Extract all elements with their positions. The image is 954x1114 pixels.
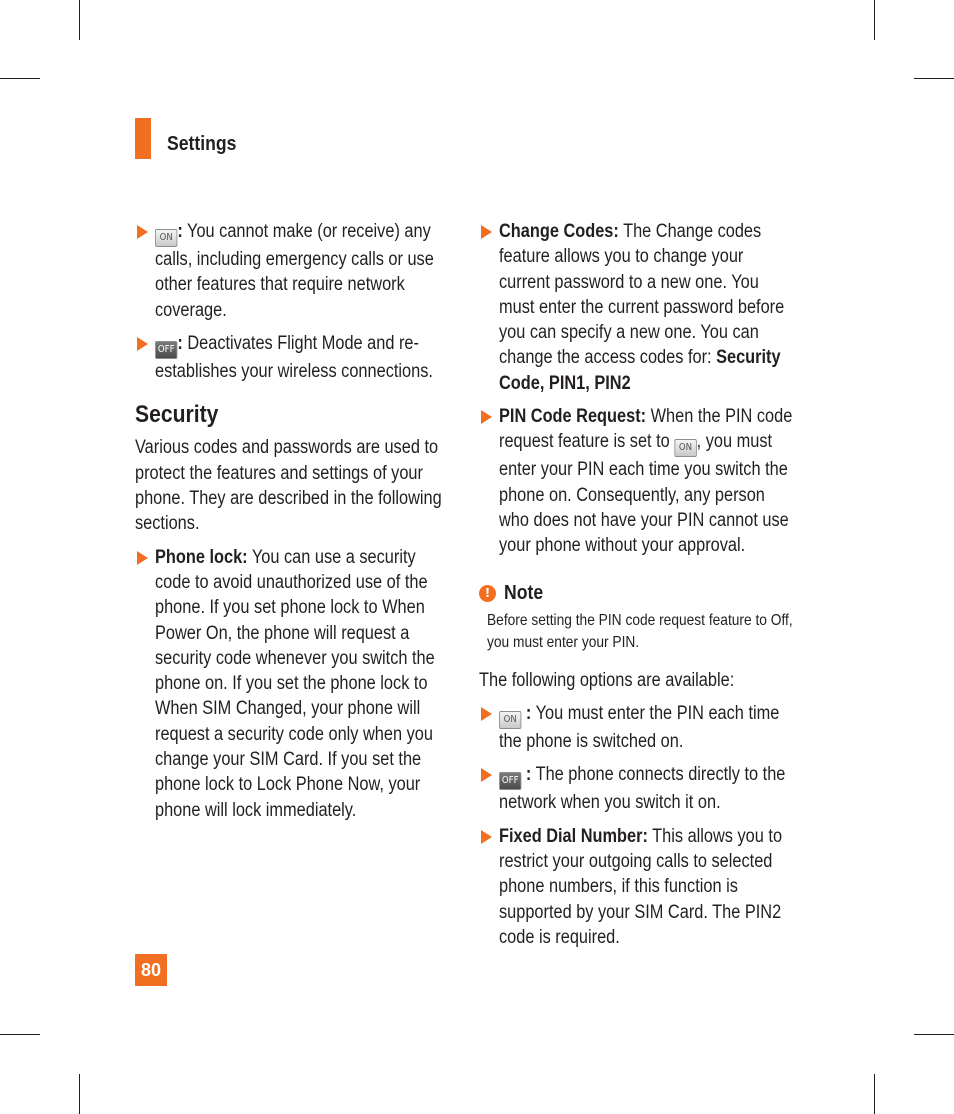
flight-on-description: You cannot make (or receive) any calls, including emergency calls or use other features that require network coverage.	[155, 221, 434, 321]
separator: :	[521, 703, 532, 725]
note-title: Note	[504, 581, 544, 604]
bullet-flight-off	[135, 331, 447, 384]
pin-request-label: PIN Code Request:	[499, 406, 647, 428]
section-title: Settings	[167, 133, 237, 155]
toggle-on-icon: ON	[674, 439, 696, 457]
separator: :	[521, 764, 532, 786]
fixed-dial-label: Fixed Dial Number:	[499, 825, 648, 847]
phone-lock-description: You can use a security code to avoid unauthorized use of the phone. If you set phone lock to When Power On, the phone will request a security code whenever you switch the phone on. If you set the phone lock to When SIM Changed, your phone will request a security code only when you change your SIM Card. If you set the phone lock to Lock Phone Now, your phone will lock immediately.	[155, 546, 435, 821]
options-intro	[479, 668, 799, 693]
bullet-pin-off	[479, 762, 799, 815]
phone-lock-label: Phone lock:	[155, 546, 248, 568]
pin-request-text-1: When the PIN code request feature is set to	[499, 406, 793, 453]
bullet-phone-lock	[135, 545, 447, 823]
toggle-off-icon: OFF	[499, 772, 521, 790]
left-column	[135, 219, 447, 831]
crop-mark	[79, 1074, 80, 1114]
flight-off-description: Deactivates Flight Mode and re-establishes your wireless connections.	[155, 332, 433, 382]
note-body	[487, 610, 799, 654]
note-exclamation-icon: !	[479, 585, 496, 602]
crop-mark	[0, 78, 40, 79]
separator: :	[177, 221, 183, 242]
bullet-text	[499, 762, 798, 815]
bullet-text	[499, 824, 798, 950]
note-text: Before setting the PIN code request feature to Off, you must enter your PIN.	[487, 611, 793, 651]
change-codes-label: Change Codes:	[499, 221, 619, 242]
bullet-text	[155, 219, 446, 323]
bullet-arrow-icon	[137, 551, 148, 565]
security-intro-text: Various codes and passwords are used to protect the features and settings of your phone. They are described in the following sections.	[135, 437, 442, 535]
security-heading: Security	[135, 401, 219, 429]
toggle-on-icon: ON	[155, 229, 177, 247]
bullet-text	[499, 701, 798, 754]
toggle-on-icon: ON	[499, 711, 521, 729]
bullet-change-codes	[479, 219, 799, 396]
bullet-arrow-icon	[481, 707, 492, 721]
bullet-fixed-dial	[479, 824, 799, 950]
crop-mark	[874, 0, 875, 40]
crop-mark	[874, 1074, 875, 1114]
bullet-arrow-icon	[481, 225, 492, 239]
bullet-arrow-icon	[481, 768, 492, 782]
bullet-flight-on	[135, 219, 447, 323]
bullet-pin-request	[479, 404, 799, 558]
bullet-arrow-icon	[481, 410, 492, 424]
section-accent-bar	[135, 118, 151, 159]
crop-mark	[914, 78, 954, 79]
separator: :	[177, 332, 183, 354]
bullet-text	[499, 404, 798, 558]
bullet-pin-on	[479, 701, 799, 754]
bullet-arrow-icon	[481, 830, 492, 844]
right-column	[479, 219, 799, 958]
security-intro	[135, 435, 447, 536]
crop-mark	[79, 0, 80, 40]
bullet-text	[155, 331, 446, 384]
fixed-dial-description: This allows you to restrict your outgoing calls to selected phone numbers, if this function is supported by your SIM Card. The PIN2 code is required.	[499, 825, 783, 948]
bullet-text	[155, 545, 446, 823]
pin-request-text-2: , you must enter your PIN each time you switch the phone on. Consequently, any person who does not have your PIN cannot use your phone without your approval.	[499, 431, 789, 557]
options-intro-text: The following options are available:	[479, 669, 735, 691]
bullet-arrow-icon	[137, 225, 148, 239]
page-number: 80	[135, 954, 167, 986]
pin-off-description: The phone connects directly to the network when you switch it on.	[499, 764, 786, 814]
note-header	[479, 581, 799, 606]
crop-mark	[0, 1034, 40, 1035]
toggle-off-icon: OFF	[155, 341, 177, 359]
bullet-text	[499, 219, 798, 396]
change-codes-list: Security Code, PIN1, PIN2	[499, 347, 781, 394]
change-codes-description: The Change codes feature allows you to change your current password to a new one. You must enter the current password before you can specify a new one. You can change the access codes for:	[499, 221, 785, 369]
bullet-arrow-icon	[137, 337, 148, 351]
crop-mark	[914, 1034, 954, 1035]
pin-on-description: You must enter the PIN each time the phone is switched on.	[499, 703, 780, 753]
